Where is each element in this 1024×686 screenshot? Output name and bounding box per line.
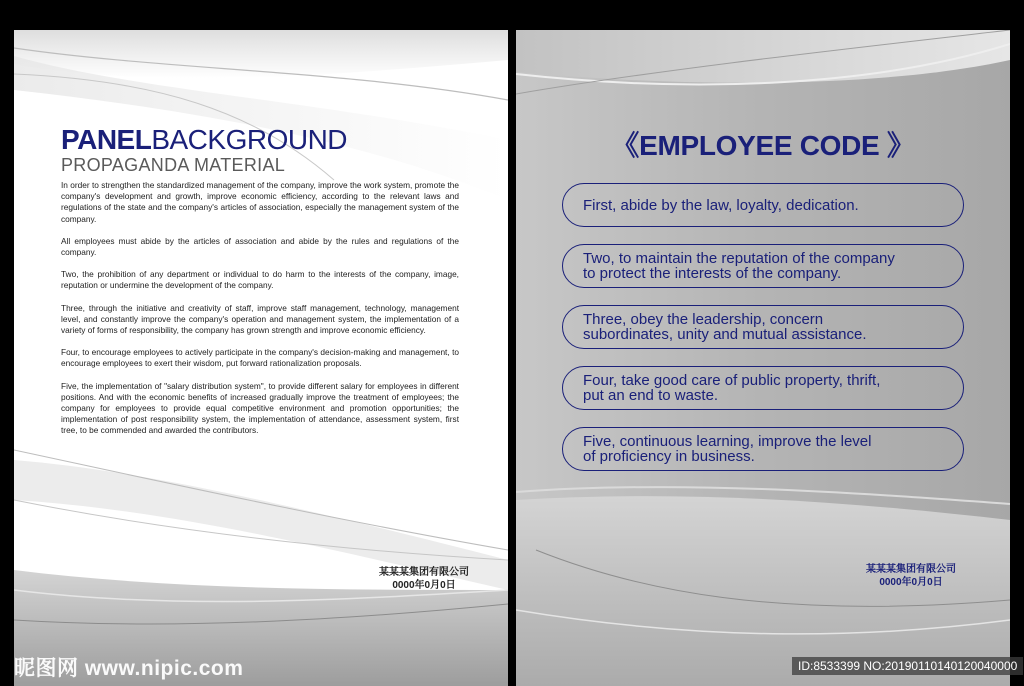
left-panel — [14, 30, 508, 686]
company-name: 某某某集团有限公司 — [866, 564, 956, 575]
code-rule-1: First, abide by the law, loyalty, dedication. — [562, 183, 964, 227]
panel-title-rest: BACKGROUND — [151, 124, 348, 155]
panel-title-bold: PANEL — [61, 124, 152, 155]
company-name: 某某某集团有限公司 — [379, 567, 469, 578]
employee-code-title: 《EMPLOYEE CODE 》 — [611, 130, 915, 161]
right-panel — [516, 30, 1010, 686]
paragraph: In order to strengthen the standardized management of the company, improve the work system, promote the company's development and growth, improve economic efficiency, according to the relevant laws and regulations of the state and the company's articles of association, especially the management system of the company. — [61, 180, 459, 224]
body-text — [61, 180, 459, 448]
paragraph: Three, through the initiative and creativity of staff, improve staff management, technology, management level, and constantly improve the company's operation and management system, the implementation of a variety of forms of responsibility, the company has grown strength and improve economic efficiency. — [61, 302, 459, 336]
paragraph: All employees must abide by the articles of association and abide by the rules and regulations of the company. — [61, 235, 459, 258]
paragraph: Five, the implementation of "salary distribution system", to provide different salary for employees in different positions. And with the economic benefits of increased gradually improve the treatment of employees; the company for employees to provide equal competitive environment and promotion opportunities; the implementation of post responsibility system, the implementation of attendance, assessment system, first tree, to be commended and awarded the contributors. — [61, 380, 459, 436]
paragraph: Two, the prohibition of any department or individual to do harm to the interests of the company, image, reputation or undermine the development of the company. — [61, 269, 459, 291]
image-id-watermark: ID:8533399 NO:20190110140120040000 — [792, 657, 1023, 675]
panel-title — [61, 125, 481, 155]
left-heading-block — [61, 125, 481, 175]
code-rule-3: Three, obey the leadership, concern subordinates, unity and mutual assistance. — [562, 305, 964, 349]
right-footer — [846, 563, 976, 589]
date: 0000年0月0日 — [392, 580, 456, 591]
left-footer — [364, 566, 484, 592]
site-watermark: 昵图网 www.nipic.com — [14, 657, 244, 680]
code-rule-4: Four, take good care of public property, thrift, put an end to waste. — [562, 366, 964, 410]
code-rule-2: Two, to maintain the reputation of the company to protect the interests of the company. — [562, 244, 964, 288]
code-rule-5: Five, continuous learning, improve the level of proficiency in business. — [562, 427, 964, 471]
date: 0000年0月0日 — [879, 577, 943, 588]
paragraph: Four, to encourage employees to actively participate in the company's decision-making and management, to encourage employees to exert their wisdom, put forward rationalization proposals. — [61, 347, 459, 369]
panel-subtitle: PROPAGANDA MATERIAL — [61, 155, 286, 175]
